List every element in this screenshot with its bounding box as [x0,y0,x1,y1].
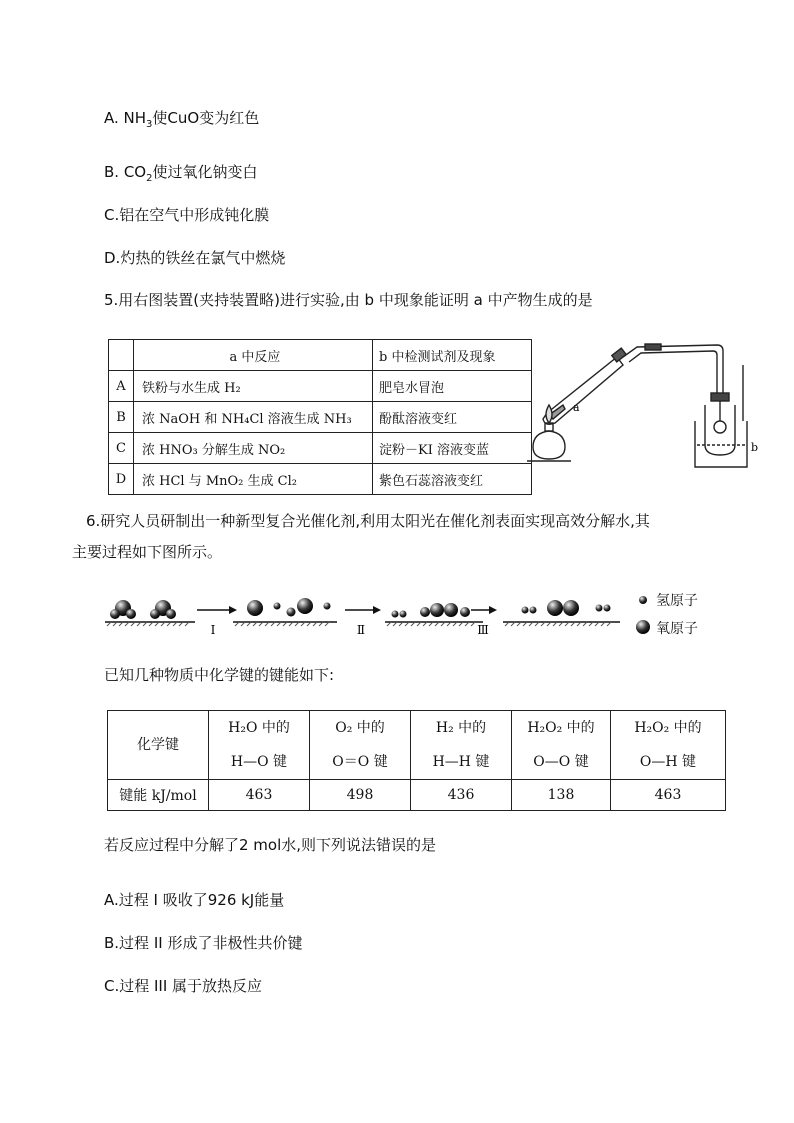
table-header-cell: a 中反应 [134,340,373,371]
oxygen-atom-icon [636,620,650,634]
q6-stem-line1: 6.研究人员研制出一种新型复合光催化剂,利用太阳光在催化剂表面实现高效分解水,其 [86,512,650,530]
process-diagram [105,588,635,638]
table-row [109,433,532,464]
bond-energy-table [107,710,726,811]
table-header-cell [109,340,134,371]
reaction-cell: 浓 HCl 与 MnO₂ 生成 Cl₂ [134,464,373,495]
bond-column-header: O₂ 中的 O＝O 键 [310,711,411,780]
apparatus-illustration [525,335,765,475]
bond-energy-value: 138 [512,780,611,811]
q6-option-b: B.过程 II 形成了非极性共价键 [104,934,303,952]
label-b: b [751,441,759,454]
table-header-cell: b 中检测试剂及现象 [373,340,532,371]
bond-column-header: H₂ 中的 H—H 键 [411,711,512,780]
q5-reaction-table [108,339,532,495]
bond-energy-value: 498 [310,780,411,811]
hydrogen-atom-icon [639,596,647,604]
detect-cell: 酚酞溶液变红 [373,402,532,433]
option-b: B. $CO_2$使过氧化钠变白 [104,163,258,184]
row-header: 化学键 [108,711,209,780]
bond-column-header: H₂O₂ 中的 O—H 键 [611,711,726,780]
legend-icons [634,592,652,636]
table-row [108,780,726,811]
step-label-1: Ⅰ [210,623,216,637]
bond-energy-value: 463 [611,780,726,811]
detect-cell: 紫色石蕊溶液变红 [373,464,532,495]
row-key: A [109,371,134,402]
legend-oxygen: 氧原子 [656,621,698,637]
table-row [108,711,726,780]
table-row [109,464,532,495]
table-header-row [109,340,532,371]
table-row [109,371,532,402]
option-d: D.灼热的铁丝在氯气中燃烧 [104,249,286,267]
option-c: C.铝在空气中形成钝化膜 [104,206,270,224]
q6-option-a: A.过程 I 吸收了926 kJ能量 [104,891,285,909]
table-row [109,402,532,433]
q6-question: 若反应过程中分解了2 mol水,则下列说法错误的是 [104,836,437,854]
reaction-cell: 铁粉与水生成 H₂ [134,371,373,402]
q5-stem: 5.用右图装置(夹持装置略)进行实验,由 b 中现象能证明 a 中产物生成的是 [104,291,593,309]
row-key: D [109,464,134,495]
bond-energy-value: 463 [209,780,310,811]
row-key: B [109,402,134,433]
row-key: C [109,433,134,464]
q6-option-c: C.过程 III 属于放热反应 [104,977,263,995]
legend-hydrogen: 氢原子 [656,593,698,609]
label-a: a [573,401,580,414]
value-row-header: 键能 kJ/mol [108,780,209,811]
step-label-2: Ⅱ [356,623,366,637]
reaction-cell: 浓 NaOH 和 NH₄Cl 溶液生成 NH₃ [134,402,373,433]
bond-column-header: H₂O₂ 中的 O—O 键 [512,711,611,780]
q6-stem-line2: 主要过程如下图所示。 [72,543,223,561]
bond-energy-value: 436 [411,780,512,811]
detect-cell: 淀粉－KI 溶液变蓝 [373,433,532,464]
reaction-cell: 浓 HNO₃ 分解生成 NO₂ [134,433,373,464]
step-label-3: Ⅲ [477,623,489,637]
bond-energy-intro: 已知几种物质中化学键的键能如下: [104,666,335,684]
bond-column-header: H₂O 中的 H—O 键 [209,711,310,780]
option-a: A. $NH_3$使CuO变为红色 [104,109,260,130]
detect-cell: 肥皂水冒泡 [373,371,532,402]
